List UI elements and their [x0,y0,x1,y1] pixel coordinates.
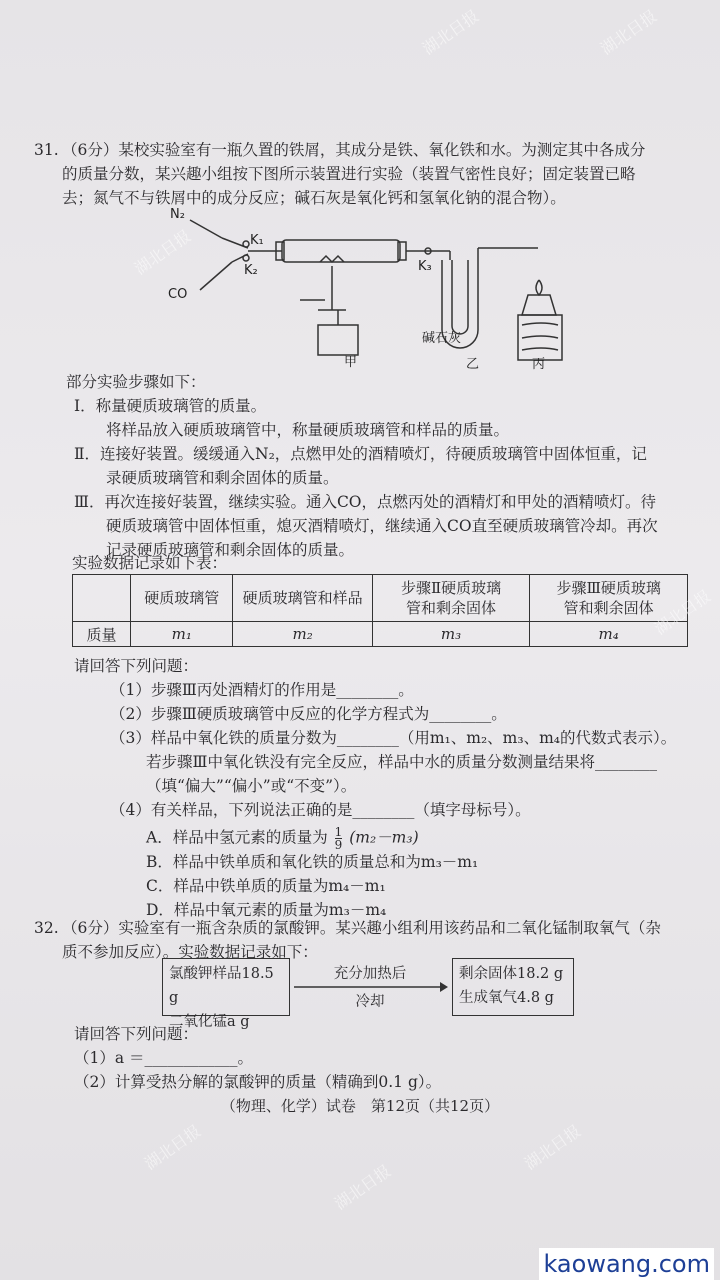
soda-lime-label: 碱石灰 [422,331,462,346]
q31-question-2: （2）步骤Ⅲ硬质玻璃管中反应的化学方程式为________。 [110,705,507,723]
alcohol-blowtorch [318,325,358,355]
option-a-text: A．样品中氢元素的质量为 [146,828,328,847]
jia-label: 甲 [344,355,358,370]
table-cell-m2: m₂ [233,622,372,647]
k1-label: K₁ [250,233,264,248]
flow-right-line-2: 生成氧气4.8 g [459,990,554,1006]
fraction-denominator: 9 [334,838,343,852]
flow-left-line-2: 二氧化锰a g [169,1014,250,1030]
bing-label: 丙 [532,357,546,370]
table-cell-m1: m₁ [130,622,233,647]
watermark: 湖北日报 [330,1161,395,1214]
q31-question-1: （1）步骤Ⅲ丙处酒精灯的作用是________。 [110,681,414,699]
fraction-numerator: 1 [334,825,343,839]
site-watermark: kaowang.com [539,1248,714,1280]
q32-number: 32. [34,919,59,937]
step-3b: 硬质玻璃管中固体恒重，熄灭酒精喷灯，继续通入CO直至硬质玻璃管冷却。再次 [106,517,658,535]
apparatus-diagram [160,200,580,370]
n2-arrow [190,220,222,238]
flow-left-line-1: 氯酸钾样品18.5 g [169,966,274,1006]
step-3: Ⅲ．再次连接好装置，继续实验。通入CO，点燃丙处的酒精灯和甲处的酒精喷灯。待 [74,493,657,511]
yi-label: 乙 [466,357,480,370]
step-2b: 录硬质玻璃管和剩余固体的质量。 [106,469,339,487]
table-row-label: 质量 [73,622,131,647]
q31-answer-title: 请回答下列问题： [74,657,199,675]
q31-intro-line-3: 去；氮气不与铁屑中的成分反应；碱石灰是氧化钙和氢氧化钠的混合物）。 [62,189,566,207]
watermark: 湖北日报 [596,6,661,59]
q32-question-1: （1）a ＝____________。 [74,1049,254,1067]
co-arrow [200,262,232,290]
q31-option-a [146,826,419,851]
step-3c: 记录硬质玻璃管和剩余固体的质量。 [106,541,355,559]
k2-label: K₂ [244,263,258,278]
watermark: 湖北日报 [418,6,483,59]
step-1: Ⅰ．称量硬质玻璃管的质量。 [74,397,267,415]
q31-intro-line-1: （6分）某校实验室有一瓶久置的铁屑，其成分是铁、氧化铁和水。为测定其中各成分 [62,141,646,159]
q31-question-3: （3）样品中氧化铁的质量分数为________（用m₁、m₂、m₃、m₄的代数式表示）。 [110,729,677,747]
watermark: 湖北日报 [650,586,715,639]
watermark: 湖北日报 [140,1121,205,1174]
watermark: 湖北日报 [520,1121,585,1174]
q32-intro-line-1: （6分）实验室有一瓶含杂质的氯酸钾。某兴趣小组利用该药品和二氧化锰制取氧气（杂 [62,919,661,937]
table-header-empty [73,575,131,622]
flow-right-line-1: 剩余固体18.2 g [459,966,564,982]
n2-label: N₂ [170,207,185,222]
table-header-tube: 硬质玻璃管 [130,575,233,622]
step-2: Ⅱ．连接好装置。缓缓通入N₂，点燃甲处的酒精喷灯，待硬质玻璃管中固体恒重，记 [74,445,647,463]
q31-question-3c: （填“偏大”“偏小”或“不变”）。 [146,777,357,795]
q31-option-d: D．样品中氧元素的质量为m₃－m₄ [146,901,387,919]
q32-question-2: （2）计算受热分解的氯酸钾的质量（精确到0.1 g）。 [74,1073,442,1091]
q31-option-c: C．样品中铁单质的质量为m₄－m₁ [146,877,386,895]
watermark: 湖北日报 [130,226,195,279]
q31-question-3b: 若步骤Ⅲ中氧化铁没有完全反应，样品中水的质量分数测量结果将________ [146,753,657,771]
flow-arrow-bottom-label: 冷却 [355,994,385,1010]
page-footer: （物理、化学）试卷 第12页（共12页） [220,1097,500,1115]
q31-option-b: B．样品中铁单质和氧化铁的质量总和为m₃－m₁ [146,853,479,871]
step-1b: 将样品放入硬质玻璃管中，称量硬质玻璃管和样品的质量。 [106,421,510,439]
q31-intro-line-2: 的质量分数，某兴趣小组按下图所示装置进行实验（装置气密性良好；固定装置已略 [62,165,636,183]
flow-box-left [162,958,290,1030]
k3-label: K₃ [418,259,432,274]
flow-arrow-top-label: 充分加热后 [333,966,407,982]
table-cell-m4: m₄ [530,622,688,647]
q31-question-4: （4）有关样品，下列说法正确的是________（填字母标号）。 [110,801,531,819]
data-table [72,574,688,647]
table-header-step2: 步骤Ⅱ硬质玻璃 管和剩余固体 [372,575,530,622]
option-a-expr: (m₂－m₃) [349,828,419,847]
q32-intro-line-2: 质不参加反应）。实验数据记录如下： [62,943,318,961]
fraction [335,826,343,851]
flow-arrow [290,958,450,1016]
q32-answer-title: 请回答下列问题： [74,1025,199,1043]
table-header-tube-sample: 硬质玻璃管和样品 [233,575,372,622]
flow-box-right [452,958,574,1016]
table-cell-m3: m₃ [372,622,530,647]
co-label: CO [168,287,188,302]
q31-number: 31. [34,141,59,159]
table-header-step3: 步骤Ⅲ硬质玻璃 管和剩余固体 [530,575,688,622]
steps-title: 部分实验步骤如下： [66,373,206,391]
table-title: 实验数据记录如下表： [72,554,228,572]
